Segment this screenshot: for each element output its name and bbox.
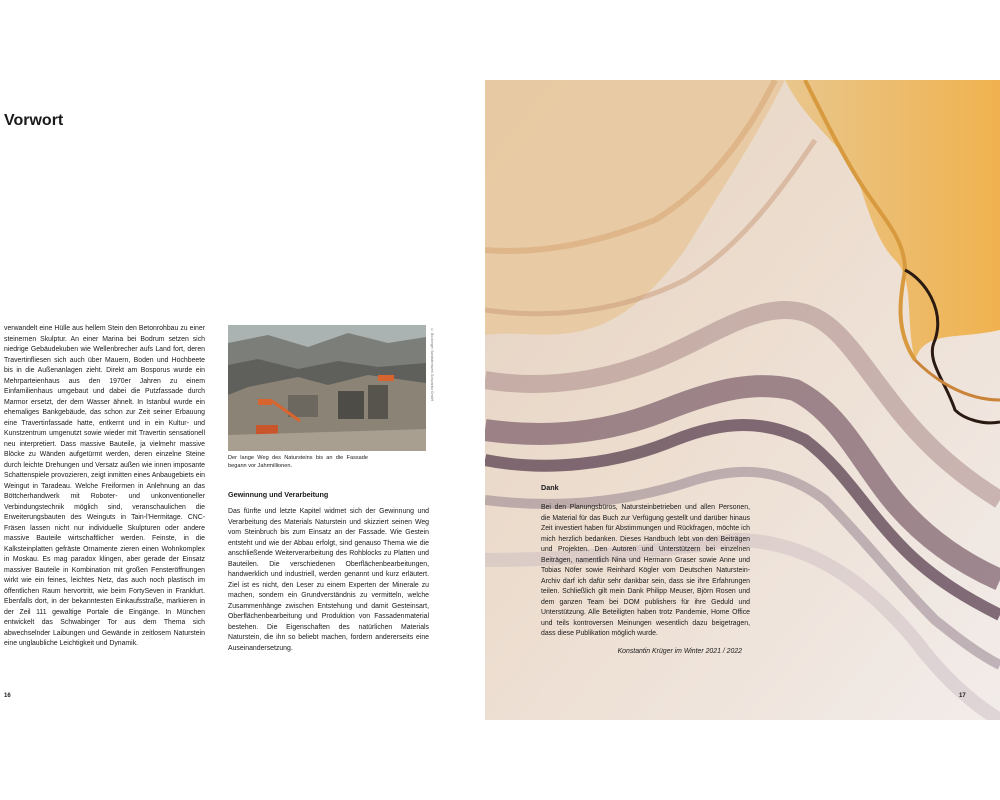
photo-credit: © Boxberger Sandsteinwerk Schwanitz GmbH	[430, 328, 434, 402]
page-number-left: 16	[4, 693, 11, 699]
page-number-right: 17	[959, 693, 966, 699]
acknowledgements-heading: Dank	[541, 483, 559, 492]
author-signature: Konstantin Krüger im Winter 2021 / 2022	[617, 648, 742, 655]
quarry-photo	[228, 325, 426, 451]
photo-caption: Der lange Weg des Natursteins bis an die Fassade begann vor Jahrmillionen.	[228, 455, 368, 469]
quarry-illustration	[228, 325, 426, 451]
body-text-column-1: verwandelt eine Hülle aus hellem Stein den Betonrohbau zu einer steinernen Skulptur. An einer Marina bei Bodrum setzen sich niedrige Gebäudekuben wie Wellenbrecher aufs Land fort, deren Travertinfliesen sich auch über Mauern, Boden und Hochbeete bis in die Außenanlagen zieht. Direkt am Bosporus wurde ein Mehrparteienhaus aus den 1970er Jahren zu einem Einfamilienhaus umgebaut und dabei die Putzfassade durch Marmor ersetzt, der dem Wasser ähnelt. In Istanbul wurde ein ehemaliges Bankgebäude, das schon zur Zeit seiner Erbauung eine Travertinfassade hatte, entkernt und in ein Kultur- und Kunstzentrum umgenutzt sowie wieder mit Travertin sensationell neu interpretiert. Dass massive Bauteile, ja vielmehr massive Blöcke zu Wänden aufgetürmt werden, deren einzelne Steine durch leichte Drehungen und Versatz außen wie innen imposante Schattenspiele provozieren, zeigt inmitten eines Anbaugebiets ein Weingut in Taradeau. Welche Freiformen in Anlehnung an das Böttcherhandwerk mit Roboter- und unkonventioneller Verbindungstechnik möglich sind, veranschaulichen die Erweiterungsbauten des Weinguts in Tain-l'Hermitage. CNC-Fräsen lassen nicht nur individuelle Skulpturen oder andere massive Bauteile wirtschaftlicher werden. Feinste, in die Kalksteinplatten gefräste Ornamente zieren einen Wohnkomplex in Moskau. Es mag paradox klingen, aber gerade der Einsatz massiver Bauteile in Kombination mit großen Fensteröffnungen wirkt wie ein feines, leichtes Netz, das auch noch plastisch im öffentlichen Raum hervortritt, wie beim FortySeven in Frankfurt. Ebenfalls dort, in der bekanntesten Einkaufsstraße, markieren in der Zeil 111 gewaltige Portale die Eingänge. In München entwickelt das Schwabinger Tor aus dem Thema sich abwechselnder Laibungen und Gewände in zeitlosem Naturstein eine unglaubliche Leichtigkeit und Dynamik.	[4, 325, 205, 647]
acknowledgements-text: Bei den Planungsbüros, Natursteinbetrieben und allen Personen, die Material für das Buch zur Verfügung gestellt und darüber hinaus Zeit investiert haben für Abstimmungen und Rückfragen, möchte ich mich herzlich bedanken. Dieses Handbuch lebt von den Beiträgen und Projekten. Den Autoren und Unterstützern bei einzelnen Beiträgen, namentlich Nina und Hermann Graser sowie Anne und Tobias Nöfer sowie Reinhard Kögler vom Deutschen Naturstein-Archiv darf ich dafür sehr dankbar sein, dass sie ihre Erfahrungen teilen. Schließlich gilt mein Dank Philipp Meuser, Björn Rosen und dem ganzen Team bei DOM publishers für ihre Geduld und Unterstützung. Alle Beteiligten haben trotz Pandemie, Home Office und teils kontroversen Meinungen wesentlich dazu beigetragen, dass diese Publikation möglich wurde.	[541, 504, 750, 637]
body-text-column-2: Das fünfte und letzte Kapitel widmet sich der Gewinnung und Verarbeitung des Materials Naturstein und skizziert seinen Weg vom Steinbruch bis zum Einsatz an der Fassade. Wie Gestein entsteht und wie der Abbau erfolgt, sind genauso Thema wie die anschließende Weiterverarbeitung des Rohblocks zu Platten und Bauteilen. Die verschiedenen Oberflächenbearbeitungen, handwerklich und industriell, werden genannt und kurz erläutert. Ziel ist es nicht, den Leser zu einem Experten der Minerale zu machen, sondern ein Grundverständnis zu vermitteln, welche Zusammenhänge zwischen Entstehung und damit Gesteinsart, Oberflächenbearbeitung und Produktion von Fassadenmaterial bestehen. Die Eigenschaften des natürlichen Materials Naturstein, die ihn so beliebt machen, fordern andererseits eine Auseinandersetzung.	[228, 508, 429, 652]
section-heading: Gewinnung und Verarbeitung	[228, 490, 329, 499]
page-title: Vorwort	[4, 112, 64, 129]
